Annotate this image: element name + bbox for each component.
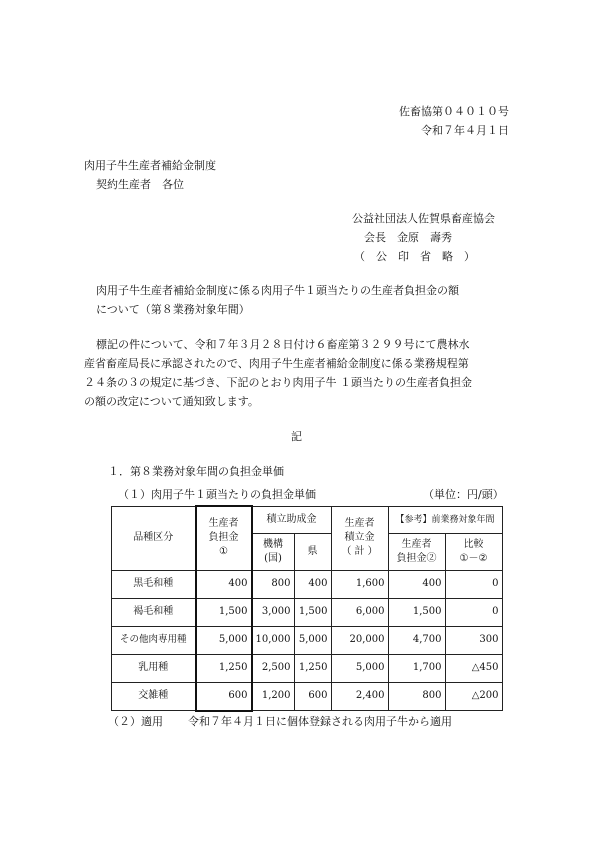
row-diff: △450 [445,654,502,682]
row-ken: 5,000 [294,626,331,654]
row-category: その他肉専用種 [112,626,196,654]
row-producer: 1,250 [196,654,252,682]
table-row [112,570,503,598]
section1-title: １．第８業務対象年間の負担金単価 [108,465,284,478]
sender-org: 公益社団法人佐賀県畜産協会 [352,212,495,225]
row-kikou: 1,200 [252,682,295,711]
header-total [331,506,388,570]
row-kikou: 10,000 [252,626,295,654]
row-producer: 400 [196,570,252,598]
header-producer-burden-l3: ① [219,546,228,558]
row-ken: 1,250 [294,654,331,682]
row-ken: 400 [294,570,331,598]
header-producer-burden-l2: 負担金 [208,532,239,544]
row-category: 褐毛和種 [112,598,196,626]
issue-date: 令和７年４月１日 [421,124,509,137]
header-total-l2: 積立金 [344,532,375,543]
row-ken: 600 [294,682,331,711]
table-row [112,598,503,626]
row-producer: 600 [196,682,252,711]
header-fund-kikou-l2: (国) [264,552,282,564]
addressee-line1: 肉用子牛生産者補給金制度 [84,159,216,172]
subject-line1: 肉用子牛生産者補給金制度に係る肉用子牛１頭当たりの生産者負担金の額 [96,284,459,297]
body-line4: の額の改定について通知致します。 [84,395,259,408]
row-producer: 1,500 [196,598,252,626]
header-total-l3: （ 計 ） [341,546,378,557]
table-row [112,626,503,654]
row-prev: 4,700 [388,626,445,654]
row-category: 交雑種 [112,682,196,711]
header-prev-burden-l2: 負担金② [396,552,437,564]
header-fund-kikou-l1: 機構 [263,538,283,550]
row-prev: 400 [388,570,445,598]
row-diff: △200 [445,682,502,711]
header-diff-l2: ①－② [459,552,488,564]
ki-heading: 記 [291,430,302,443]
row-total: 20,000 [331,626,388,654]
header-producer-burden-l1: 生産者 [208,518,239,530]
header-fund-kikou [252,533,295,570]
unit-label: （単位：円/頭） [423,488,504,501]
row-prev: 1,700 [388,654,445,682]
header-category: 品種区分 [112,506,196,570]
body-line1: 標記の件について、令和７年３月２８日付け６畜産第３２９９号にて農林水 [96,338,470,351]
row-prev: 800 [388,682,445,711]
addressee-line2: 契約生産者 各位 [96,178,184,191]
body-line3: ２４条の３の規定に基づき、下記のとおり肉用子牛 １頭当たりの生産者負担金 [84,376,473,389]
seal-omitted: （ 公 印 省 略 ） [354,250,475,263]
header-producer-burden [196,506,252,570]
row-total: 6,000 [331,598,388,626]
header-prev-burden [388,533,445,570]
row-kikou: 3,000 [252,598,295,626]
row-diff: 0 [445,570,502,598]
document-number: 佐畜協第０４０１０号 [399,105,509,118]
row-total: 1,600 [331,570,388,598]
row-prev: 1,500 [388,598,445,626]
row-ken: 1,500 [294,598,331,626]
body-line2: 産省畜産局長に承認されたので、肉用子牛生産者補給金制度に係る業務規程第 [84,357,469,370]
header-diff-l1: 比較 [463,538,484,550]
apply-label: （２）適用 [108,715,163,728]
row-category: 乳用種 [112,654,196,682]
table-row [112,654,503,682]
row-category: 黒毛和種 [112,570,196,598]
row-kikou: 2,500 [252,654,295,682]
row-diff: 300 [445,626,502,654]
row-kikou: 800 [252,570,295,598]
row-total: 5,000 [331,654,388,682]
row-total: 2,400 [331,682,388,711]
row-diff: 0 [445,598,502,626]
burden-rate-table [111,505,503,712]
subject-line2: について（第８業務対象年間） [96,303,250,316]
header-fund-ken: 県 [294,533,331,570]
table-row [112,682,503,711]
row-producer: 5,000 [196,626,252,654]
header-fund: 積立助成金 [252,506,332,533]
header-diff [445,533,502,570]
header-reference: 【参考】前業務対象年間 [388,506,502,533]
apply-text: 令和７年４月１日に個体登録される肉用子牛から適用 [188,715,452,728]
header-total-l1: 生産者 [344,518,375,529]
sender-person: 会長 金原 壽秀 [364,231,452,244]
header-prev-burden-l1: 生産者 [401,538,432,550]
section1-subtitle: （１）肉用子牛１頭当たりの負担金単価 [118,488,316,501]
